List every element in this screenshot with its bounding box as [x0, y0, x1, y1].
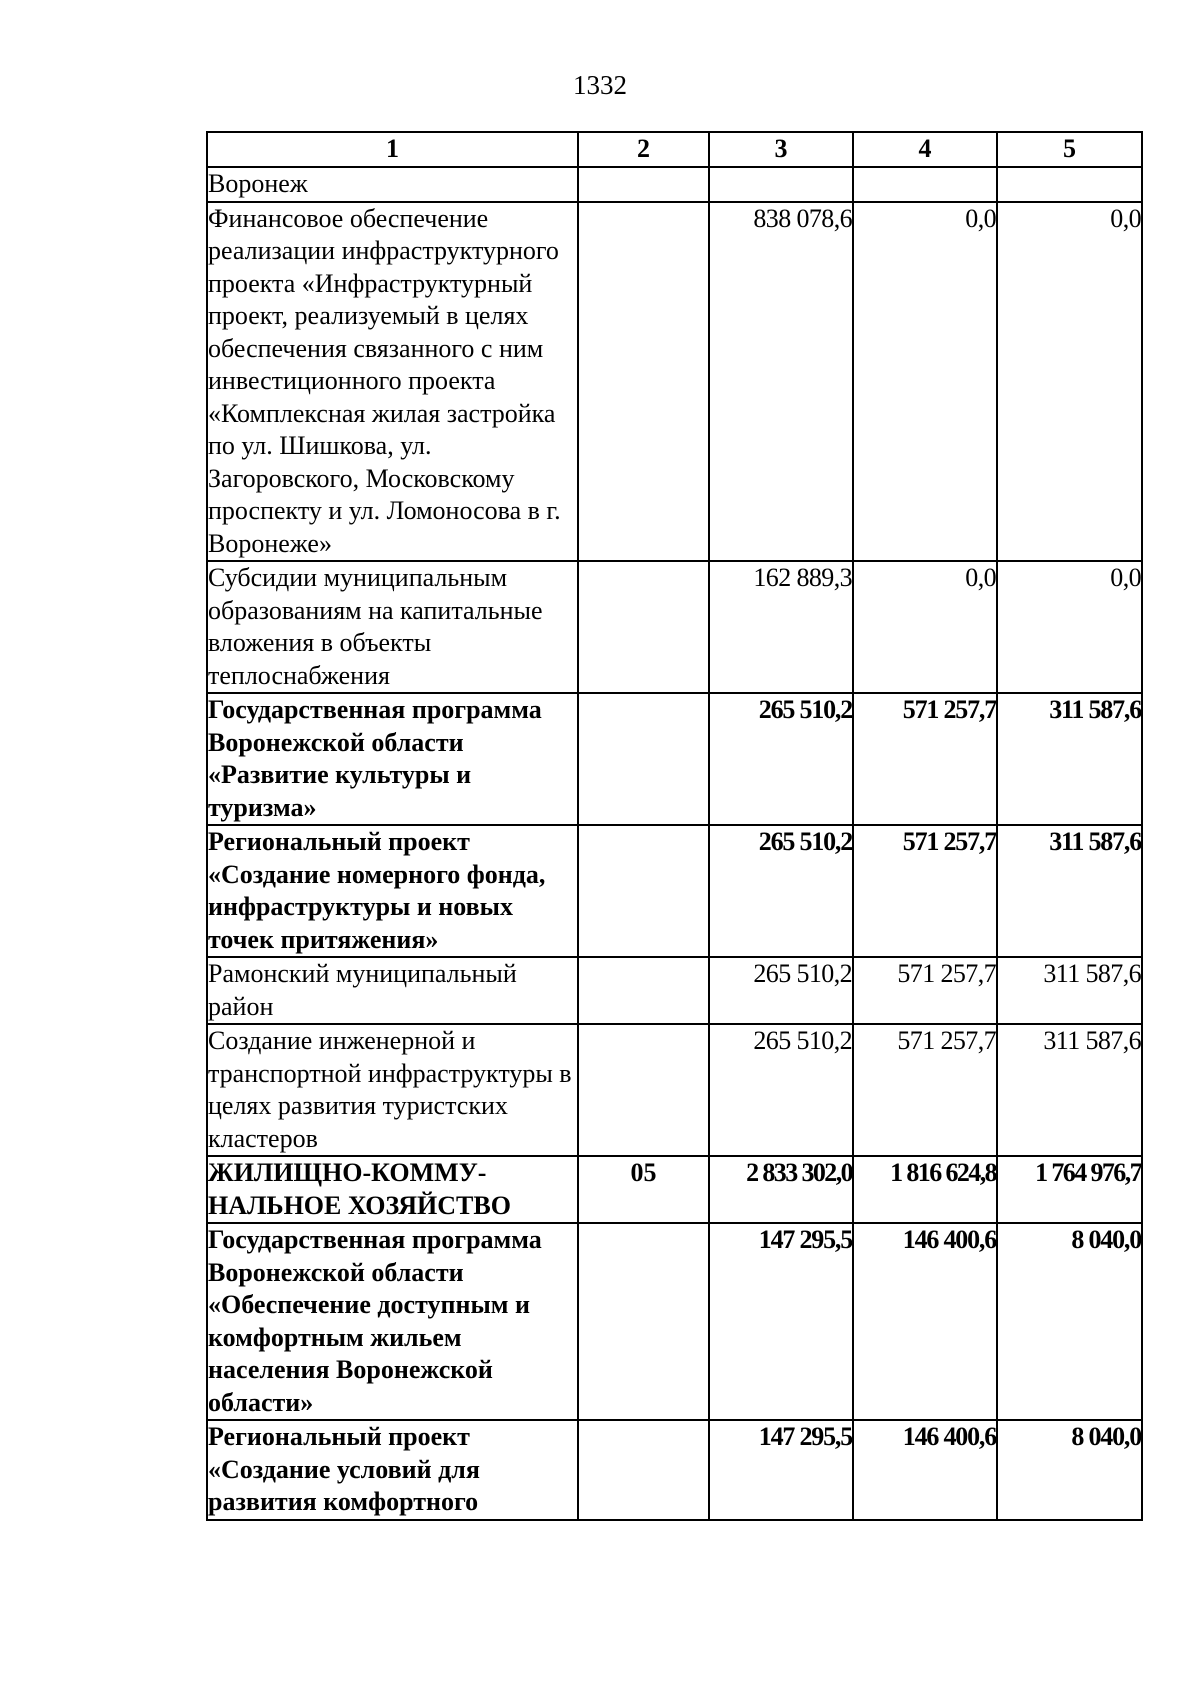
- row-value-4: 0,0: [853, 561, 997, 693]
- row-value-4: 571 257,7: [853, 957, 997, 1024]
- table-row: [207, 202, 1142, 562]
- column-header-5: 5: [997, 132, 1142, 167]
- row-name: Создание инженерной и транспортной инфраструктуры в целях развития туристских кластеров: [207, 1024, 578, 1156]
- row-name: Государственная программа Воронежской области «Обеспечение доступным и комфортным жильем населения Воронежской области»: [207, 1223, 578, 1420]
- row-code: [578, 167, 709, 202]
- row-value-4: 1 816 624,8: [853, 1156, 997, 1223]
- table-row: [207, 825, 1142, 957]
- row-code: [578, 693, 709, 825]
- row-code: [578, 1223, 709, 1420]
- row-value-4: 571 257,7: [853, 1024, 997, 1156]
- row-name: Государственная программа Воронежской области «Развитие культуры и туризма»: [207, 693, 578, 825]
- row-code: [578, 1024, 709, 1156]
- row-value-5: 311 587,6: [997, 825, 1142, 957]
- row-value-5: 0,0: [997, 202, 1142, 562]
- column-header-1: 1: [207, 132, 578, 167]
- table-row: [207, 1223, 1142, 1420]
- row-code: [578, 202, 709, 562]
- row-value-3: 2 833 302,0: [709, 1156, 853, 1223]
- row-name: Региональный проект «Создание условий для развития комфортного: [207, 1420, 578, 1520]
- table-row: [207, 1420, 1142, 1520]
- row-value-4: [853, 167, 997, 202]
- row-value-4: 571 257,7: [853, 693, 997, 825]
- row-value-3: [709, 167, 853, 202]
- row-name: Субсидии муниципальным образованиям на капитальные вложения в объекты теплоснабжения: [207, 561, 578, 693]
- row-value-3: 162 889,3: [709, 561, 853, 693]
- row-value-5: 311 587,6: [997, 957, 1142, 1024]
- budget-table: [206, 131, 1143, 1521]
- row-name: Региональный проект «Создание номерного фонда, инфраструктуры и новых точек притяжения»: [207, 825, 578, 957]
- row-value-3: 265 510,2: [709, 957, 853, 1024]
- row-code: 05: [578, 1156, 709, 1223]
- table-row: [207, 561, 1142, 693]
- row-value-5: 0,0: [997, 561, 1142, 693]
- row-value-5: 311 587,6: [997, 693, 1142, 825]
- row-value-3: 265 510,2: [709, 1024, 853, 1156]
- row-name: Рамонский муниципальный район: [207, 957, 578, 1024]
- row-value-5: [997, 167, 1142, 202]
- row-code: [578, 825, 709, 957]
- row-code: [578, 561, 709, 693]
- row-value-3: 265 510,2: [709, 693, 853, 825]
- column-header-4: 4: [853, 132, 997, 167]
- row-value-3: 147 295,5: [709, 1223, 853, 1420]
- row-value-5: 1 764 976,7: [997, 1156, 1142, 1223]
- row-code: [578, 1420, 709, 1520]
- row-value-4: 571 257,7: [853, 825, 997, 957]
- page-number: 1332: [573, 70, 627, 100]
- row-value-5: 311 587,6: [997, 1024, 1142, 1156]
- row-name: ЖИЛИЩНО-КОММУ-НАЛЬНОЕ ХОЗЯЙСТВО: [207, 1156, 578, 1223]
- table-row: [207, 1156, 1142, 1223]
- row-value-3: 838 078,6: [709, 202, 853, 562]
- table-row: [207, 693, 1142, 825]
- column-header-3: 3: [709, 132, 853, 167]
- table-row: [207, 1024, 1142, 1156]
- row-value-5: 8 040,0: [997, 1420, 1142, 1520]
- column-header-2: 2: [578, 132, 709, 167]
- row-value-5: 8 040,0: [997, 1223, 1142, 1420]
- table-header-row: [207, 132, 1142, 167]
- table-row: [207, 167, 1142, 202]
- row-name: Воронеж: [207, 167, 578, 202]
- row-value-4: 146 400,6: [853, 1420, 997, 1520]
- row-value-3: 147 295,5: [709, 1420, 853, 1520]
- row-value-3: 265 510,2: [709, 825, 853, 957]
- table-row: [207, 957, 1142, 1024]
- row-name: Финансовое обеспечение реализации инфраструктурного проекта «Инфраструктурный проект, реализуемый в целях обеспечения связанного с ним инвестиционного проекта «Комплексная жилая застройка по ул. Шишкова, ул. Загоровского, Московскому проспекту и ул. Ломоносова в г. Воронеже»: [207, 202, 578, 562]
- row-value-4: 0,0: [853, 202, 997, 562]
- row-code: [578, 957, 709, 1024]
- row-value-4: 146 400,6: [853, 1223, 997, 1420]
